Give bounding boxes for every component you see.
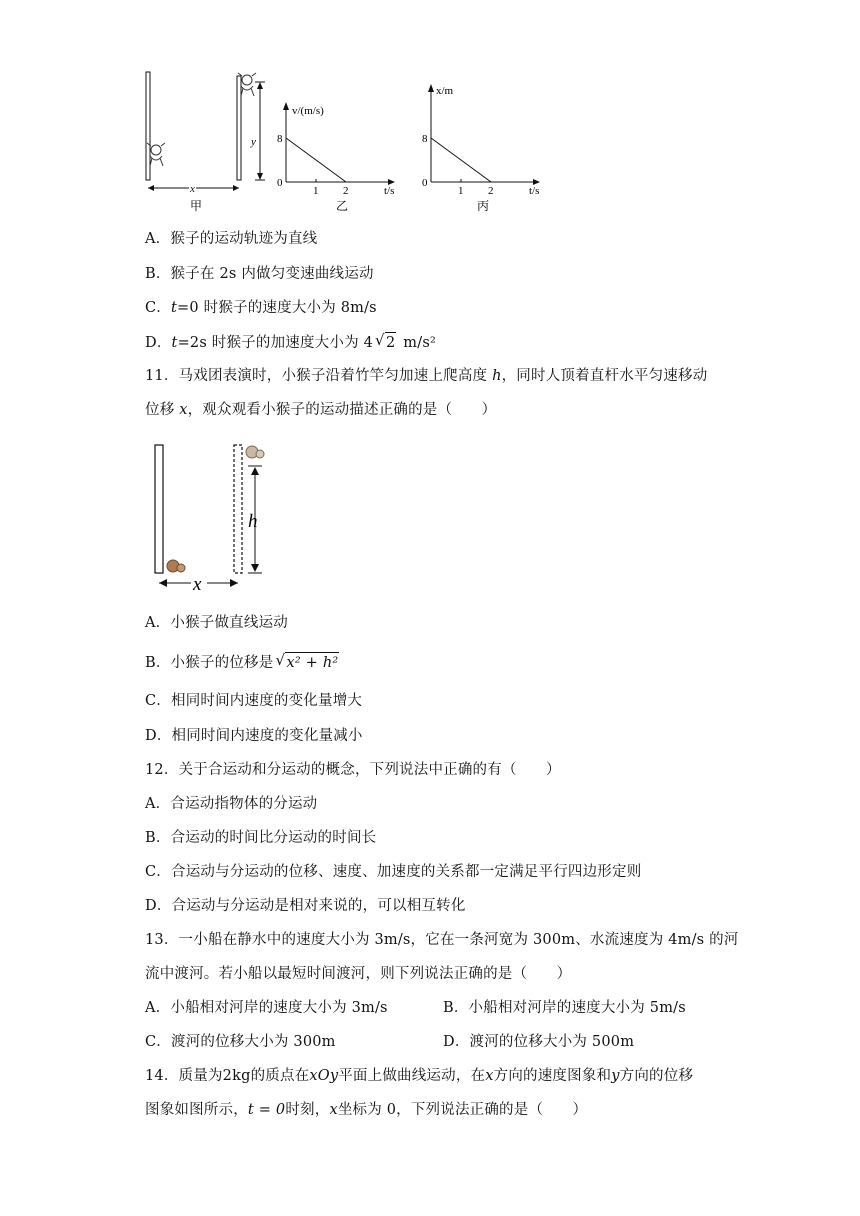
q11-stem-line2: 位移 x，观众观看小猴子的运动描述正确的是（ ）	[145, 402, 497, 418]
h-label: h	[248, 511, 258, 532]
q13-option-a: A．小船相对河岸的速度大小为 3m/s	[145, 1000, 388, 1016]
bing-label: 丙	[477, 199, 490, 213]
bing-ylabel: x/m	[436, 85, 454, 97]
q11-figure	[145, 440, 285, 595]
yi-tick-8: 8	[277, 133, 283, 145]
q10-option-c: C．t=0 时猴子的速度大小为 8m/s	[145, 300, 377, 316]
q14-stem-line2: 图象如图所示，t = 0时刻，x坐标为 0，下列说法正确的是（ ）	[145, 1102, 588, 1118]
q12-option-d: D．合运动与分运动是相对来说的，可以相互转化	[145, 898, 466, 914]
q11-stem-line1: 11．马戏团表演时，小猴子沿着竹竿匀加速上爬高度 h，同时人顶着直杆水平匀速移动	[145, 368, 708, 384]
q12-stem: 12．关于合运动和分运动的概念，下列说法中正确的有（ ）	[145, 762, 561, 778]
q13-option-d: D．渡河的位移大小为 500m	[443, 1034, 635, 1050]
q10-option-d: D．t=2s 时猴子的加速度大小为 4 √ 2 m/s²	[145, 331, 436, 351]
q13-stem-line2: 流中渡河。若小船以最短时间渡河，则下列说法正确的是（ ）	[145, 966, 572, 982]
pole-start	[155, 445, 163, 573]
jia-label: 甲	[190, 199, 203, 213]
y-label: y	[251, 136, 256, 148]
q10-option-b: B．猴子在 2s 内做匀变速曲线运动	[145, 266, 374, 282]
monkey-icon	[167, 560, 185, 572]
v-line	[286, 138, 346, 182]
yi-ylabel: v/(m/s)	[292, 105, 324, 117]
bing-tick-2: 2	[488, 185, 494, 197]
monkey-icon	[246, 446, 264, 458]
bing-tick-8: 8	[422, 133, 428, 145]
q12-option-b: B．合运动的时间比分运动的时间长	[145, 830, 377, 846]
q11-option-d: D．相同时间内速度的变化量减小	[145, 728, 363, 744]
bing-origin: 0	[422, 177, 428, 189]
q13-stem-line1: 13．一小船在静水中的速度大小为 3m/s，它在一条河宽为 300m、水流速度为 4m/s 的河	[145, 932, 739, 948]
x-label: x	[193, 574, 202, 595]
q11-option-b: B．小猴子的位移是 √ x² + h²	[145, 651, 339, 671]
yi-chart	[277, 102, 395, 213]
q10-option-a: A．猴子的运动轨迹为直线	[145, 231, 318, 247]
q11-option-a: A．小猴子做直线运动	[145, 615, 288, 631]
q13-option-b: B．小船相对河岸的速度大小为 5m/s	[443, 1000, 686, 1016]
q14-stem-line1: 14．质量为2kg的质点在xOy平面上做曲线运动，在x方向的速度图象和y方向的位移	[145, 1068, 694, 1084]
yi-tick-2: 2	[343, 185, 349, 197]
pole-end	[234, 445, 242, 573]
yi-xlabel: t/s	[384, 185, 395, 197]
jia-diagram	[146, 72, 265, 213]
q13-option-c: C．渡河的位移大小为 300m	[145, 1034, 336, 1050]
q12-option-c: C．合运动与分运动的位移、速度、加速度的关系都一定满足平行四边形定则	[145, 864, 642, 880]
x-line	[431, 138, 491, 182]
bing-tick-1: 1	[458, 185, 464, 197]
q11-option-c: C．相同时间内速度的变化量增大	[145, 693, 363, 709]
yi-tick-1: 1	[313, 185, 319, 197]
x-label: x	[190, 183, 195, 195]
bing-chart	[422, 84, 540, 213]
yi-origin: 0	[277, 177, 283, 189]
q12-option-a: A．合运动指物体的分运动	[145, 796, 318, 812]
q10-figure	[140, 68, 560, 218]
yi-label: 乙	[336, 199, 349, 213]
bing-xlabel: t/s	[529, 185, 540, 197]
